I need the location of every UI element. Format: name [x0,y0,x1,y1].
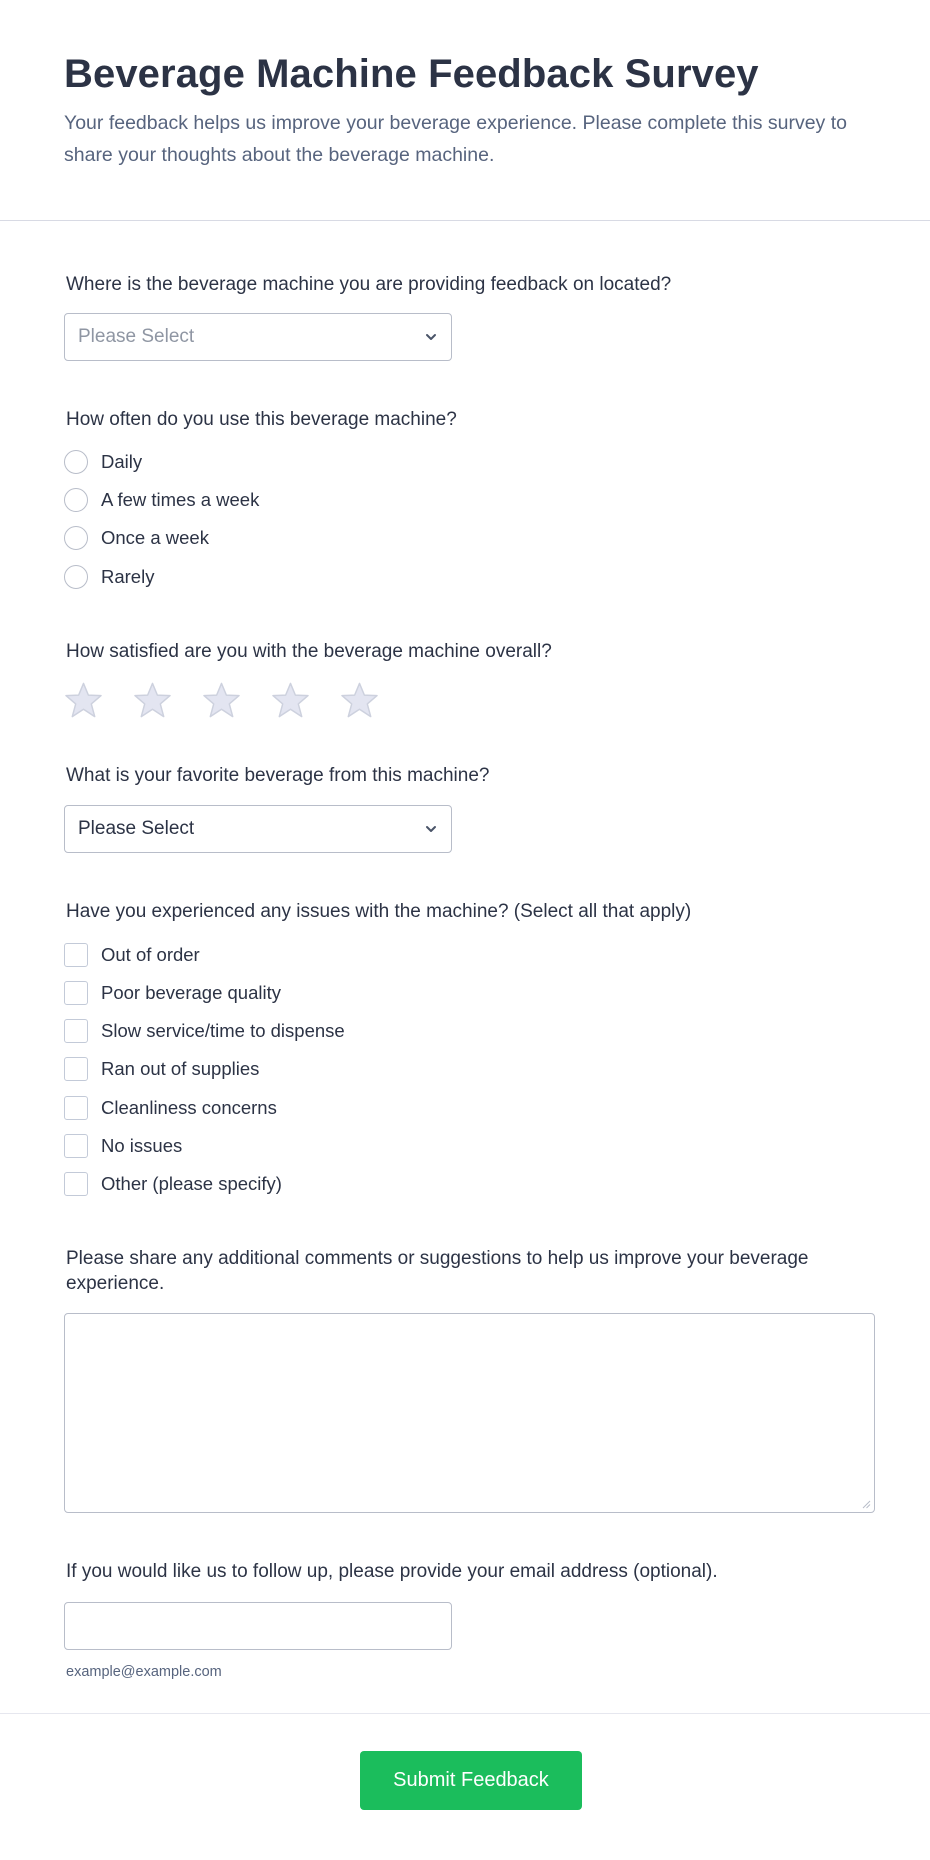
radio-option-daily[interactable] [64,449,142,475]
page-title: Beverage Machine Feedback Survey [64,52,759,96]
location-select-value: Please Select [78,326,195,347]
satisfaction-question-label: How satisfied are you with the beverage machine overall? [66,641,552,662]
checkbox[interactable] [64,981,88,1005]
footer-divider [0,1713,930,1714]
star-icon[interactable] [133,681,172,719]
submit-feedback-button[interactable]: Submit Feedback [360,1751,582,1810]
resize-handle-icon[interactable] [861,1499,871,1509]
checkbox-option-slow-service[interactable] [64,1018,345,1044]
favorite-beverage-select[interactable] [64,805,452,853]
location-select[interactable] [64,313,452,361]
radio-option-few-times-week[interactable] [64,487,259,513]
checkbox-option-label: Cleanliness concerns [101,1097,277,1118]
checkbox[interactable] [64,1096,88,1120]
favorite-question-label: What is your favorite beverage from this machine? [66,765,490,786]
checkbox-option-label: Slow service/time to dispense [101,1020,345,1041]
star-icon[interactable] [340,681,379,719]
radio-option-once-week[interactable] [64,525,209,551]
checkbox-option-other[interactable] [64,1171,282,1197]
favorite-select-value: Please Select [78,818,195,839]
location-question-label: Where is the beverage machine you are providing feedback on located? [66,274,672,295]
radio-button[interactable] [64,488,88,512]
page-subtitle: Your feedback helps us improve your beverage experience. Please complete this survey to share your thoughts about the beverage machine. [64,112,847,166]
checkbox-option-no-issues[interactable] [64,1133,182,1159]
star-rating[interactable] [64,681,409,719]
radio-button[interactable] [64,526,88,550]
radio-option-label: A few times a week [101,489,260,510]
radio-button[interactable] [64,565,88,589]
star-icon[interactable] [64,681,103,719]
email-question-label: If you would like us to follow up, please provide your email address (optional). [66,1561,718,1582]
checkbox-option-poor-quality[interactable] [64,980,281,1006]
checkbox[interactable] [64,1019,88,1043]
checkbox-option-label: Poor beverage quality [101,982,281,1003]
checkbox-option-out-of-order[interactable] [64,942,200,968]
comments-textarea[interactable] [64,1313,875,1513]
checkbox-option-label: Out of order [101,944,200,965]
star-icon[interactable] [271,681,310,719]
email-input[interactable] [64,1602,452,1650]
checkbox[interactable] [64,1057,88,1081]
radio-option-label: Once a week [101,527,209,548]
radio-option-label: Rarely [101,566,155,587]
checkbox[interactable] [64,1134,88,1158]
checkbox-option-label: No issues [101,1135,183,1156]
issues-question-label: Have you experienced any issues with the machine? (Select all that apply) [66,901,692,922]
email-sublabel: example@example.com [66,1664,222,1680]
chevron-down-icon [423,821,439,837]
radio-option-label: Daily [101,451,143,472]
checkbox-option-cleanliness[interactable] [64,1095,277,1121]
checkbox-option-label: Ran out of supplies [101,1058,260,1079]
radio-option-rarely[interactable] [64,564,154,590]
checkbox-option-ran-out[interactable] [64,1056,259,1082]
frequency-question-label: How often do you use this beverage machine? [66,409,457,430]
checkbox[interactable] [64,943,88,967]
form-header [0,0,930,221]
comments-question-label: Please share any additional comments or suggestions to help us improve your beverage experience. [66,1248,809,1294]
chevron-down-icon [423,329,439,345]
radio-button[interactable] [64,450,88,474]
checkbox[interactable] [64,1172,88,1196]
star-icon[interactable] [202,681,241,719]
checkbox-option-label: Other (please specify) [101,1173,282,1194]
